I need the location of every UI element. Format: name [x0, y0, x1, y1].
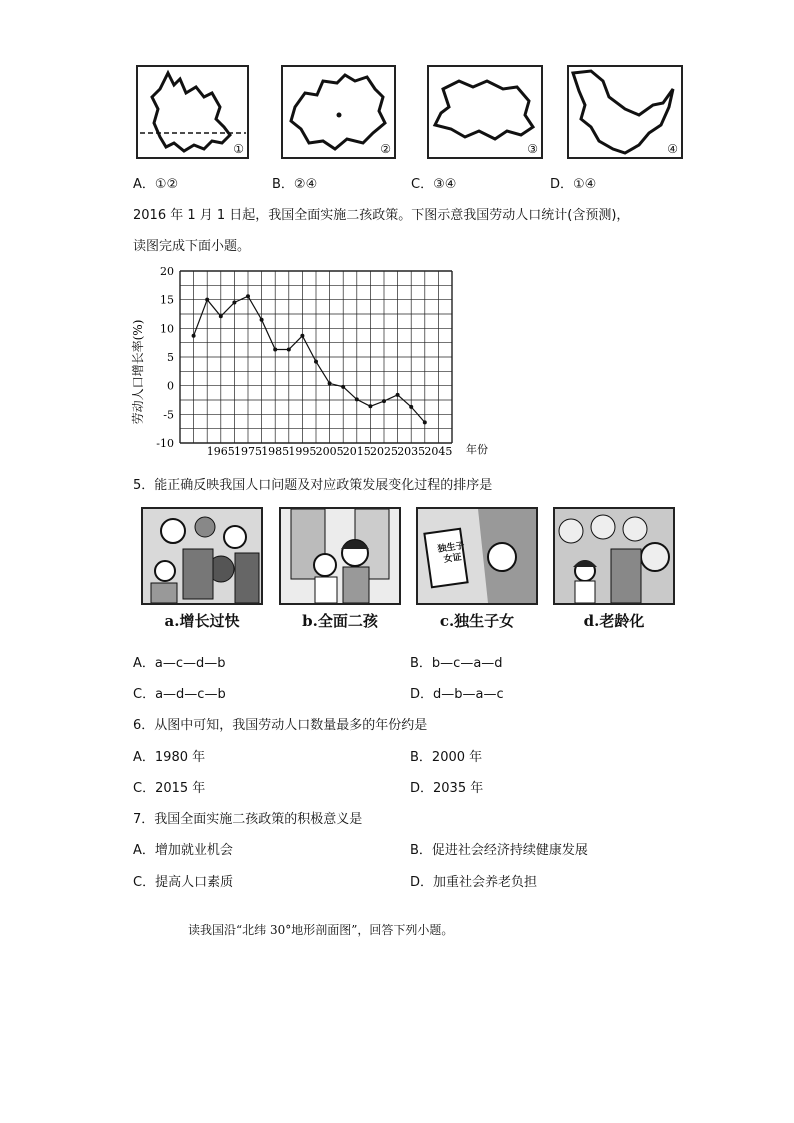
data-point	[355, 397, 359, 401]
option-letter: A．	[133, 750, 155, 765]
data-point	[314, 360, 318, 364]
prev-option-d[interactable]	[550, 173, 596, 192]
labor-growth-chart	[130, 262, 490, 457]
q5-option-c[interactable]	[133, 683, 226, 702]
option-letter: C．	[133, 781, 156, 796]
data-point	[409, 405, 413, 409]
option-text: 2035 年	[433, 781, 484, 796]
intro-line-2: 读图完成下面小题。	[133, 239, 251, 254]
picture-a	[141, 507, 263, 605]
option-letter: A．	[133, 843, 155, 858]
data-point	[246, 294, 250, 298]
x-tick-label: 2005	[315, 445, 344, 457]
x-tick-label: 2045	[424, 445, 453, 457]
option-text: ③④	[433, 177, 457, 192]
province-outline-4	[569, 67, 681, 157]
option-letter: C．	[133, 687, 156, 702]
q7-stem: 7．我国全面实施二孩政策的积极意义是	[133, 812, 363, 827]
y-tick-label: -5	[163, 408, 174, 422]
option-letter: A．	[133, 656, 155, 671]
option-text: ①④	[573, 177, 597, 192]
q6-option-d[interactable]	[410, 777, 483, 796]
option-letter: B．	[272, 177, 294, 192]
option-text: a—d—c—b	[155, 687, 226, 702]
y-tick-label: 0	[167, 379, 174, 393]
x-tick-label: 2015	[342, 445, 371, 457]
x-tick-label: 1995	[288, 445, 317, 457]
q5-option-d[interactable]	[410, 683, 504, 702]
caption-b: b.全面二孩	[302, 612, 378, 630]
map-4	[567, 65, 683, 159]
y-tick-label: 20	[160, 265, 174, 278]
option-text: b—c—a—d	[431, 656, 503, 671]
prev-option-b[interactable]	[272, 173, 317, 192]
crowd-illustration	[143, 509, 261, 603]
data-point	[232, 301, 236, 305]
option-text: d—b—a—c	[433, 687, 504, 702]
option-text: 提高人口素质	[155, 875, 234, 890]
q7-option-d[interactable]	[410, 871, 537, 890]
province-outline-2	[283, 67, 394, 157]
option-text: a—c—d—b	[154, 656, 226, 671]
option-letter: C．	[411, 177, 434, 192]
data-point	[423, 420, 427, 424]
q7-option-b[interactable]	[410, 839, 588, 858]
q7-option-c[interactable]	[133, 871, 233, 890]
map-3	[427, 65, 543, 159]
y-tick-label: 10	[160, 322, 174, 336]
option-letter: D．	[410, 781, 434, 796]
map-2	[281, 65, 396, 159]
x-tick-label: 1975	[234, 445, 262, 457]
picture-b	[279, 507, 401, 605]
option-letter: B．	[410, 750, 432, 765]
option-text: 增加就业机会	[154, 843, 233, 858]
q6-option-b[interactable]	[410, 746, 482, 765]
data-point	[368, 404, 372, 408]
map-number: ①	[233, 142, 244, 156]
option-text: 1980 年	[154, 750, 206, 765]
y-tick-label: 15	[160, 293, 174, 307]
data-point	[205, 298, 209, 302]
picture-c	[416, 507, 538, 605]
option-letter: D．	[410, 875, 434, 890]
next-section-intro: 读我国沿“北纬 30°地形剖面图”，回答下列小题。	[188, 923, 454, 937]
y-tick-labels	[156, 265, 174, 450]
series-line	[194, 296, 425, 422]
data-point	[287, 348, 291, 352]
data-point	[382, 399, 386, 403]
option-text: 2000 年	[431, 750, 483, 765]
x-tick-label: 2025	[370, 445, 398, 457]
province-outline-3	[429, 67, 541, 157]
picture-d	[553, 507, 675, 605]
x-tick-label: 1985	[261, 445, 290, 457]
option-letter: D．	[410, 687, 434, 702]
province-outline-1	[138, 67, 247, 157]
caption-c: c.独生子女	[439, 612, 515, 630]
q7-option-a[interactable]	[133, 839, 233, 858]
map-number: ④	[667, 142, 678, 156]
y-tick-label: -10	[156, 437, 174, 450]
caption-a: a.增长过快	[164, 612, 240, 630]
family-illustration	[281, 509, 399, 603]
q6-option-a[interactable]	[133, 746, 205, 765]
data-point	[192, 334, 196, 338]
data-point	[341, 385, 345, 389]
q5-option-b[interactable]	[410, 652, 503, 671]
data-point	[300, 334, 304, 338]
map-1	[136, 65, 249, 159]
x-axis-label: 年份	[466, 443, 488, 456]
q6-option-c[interactable]	[133, 777, 205, 796]
x-tick-labels	[207, 445, 453, 457]
map-number: ②	[380, 142, 391, 156]
data-point	[328, 381, 332, 385]
option-letter: C．	[133, 875, 156, 890]
option-letter: B．	[410, 843, 432, 858]
y-tick-label: 5	[167, 351, 174, 364]
prev-option-c[interactable]	[411, 173, 456, 192]
data-point	[273, 348, 277, 352]
option-letter: A．	[133, 177, 155, 192]
data-point	[396, 393, 400, 397]
data-point	[260, 318, 264, 322]
option-text: ①②	[154, 177, 179, 192]
option-text: 2015 年	[155, 781, 206, 796]
map-number: ③	[527, 142, 538, 156]
option-text: 促进社会经济持续健康发展	[431, 843, 588, 858]
x-tick-label: 1965	[206, 445, 235, 457]
q5-option-a[interactable]	[133, 652, 226, 671]
data-point	[219, 314, 223, 318]
prev-option-a[interactable]	[133, 173, 178, 192]
option-letter: D．	[550, 177, 574, 192]
option-text: ②④	[293, 177, 318, 192]
caption-d: d.老龄化	[583, 612, 645, 630]
y-axis-label: 劳动人口增长率(%)	[131, 319, 145, 425]
elderly-illustration	[555, 509, 673, 603]
intro-line-1: 2016 年 1 月 1 日起，我国全面实施二孩政策。下图示意我国劳动人口统计(含预测)，	[133, 208, 630, 223]
option-letter: B．	[410, 656, 432, 671]
x-tick-label: 2035	[397, 445, 426, 457]
chart-grid	[180, 271, 452, 443]
q6-stem: 6．从图中可知，我国劳动人口数量最多的年份约是	[133, 718, 428, 733]
option-text: 加重社会养老负担	[433, 875, 538, 890]
q5-stem: 5．能正确反映我国人口问题及对应政策发展变化过程的排序是	[133, 478, 493, 493]
certificate-label: 独生子女证	[437, 541, 466, 566]
